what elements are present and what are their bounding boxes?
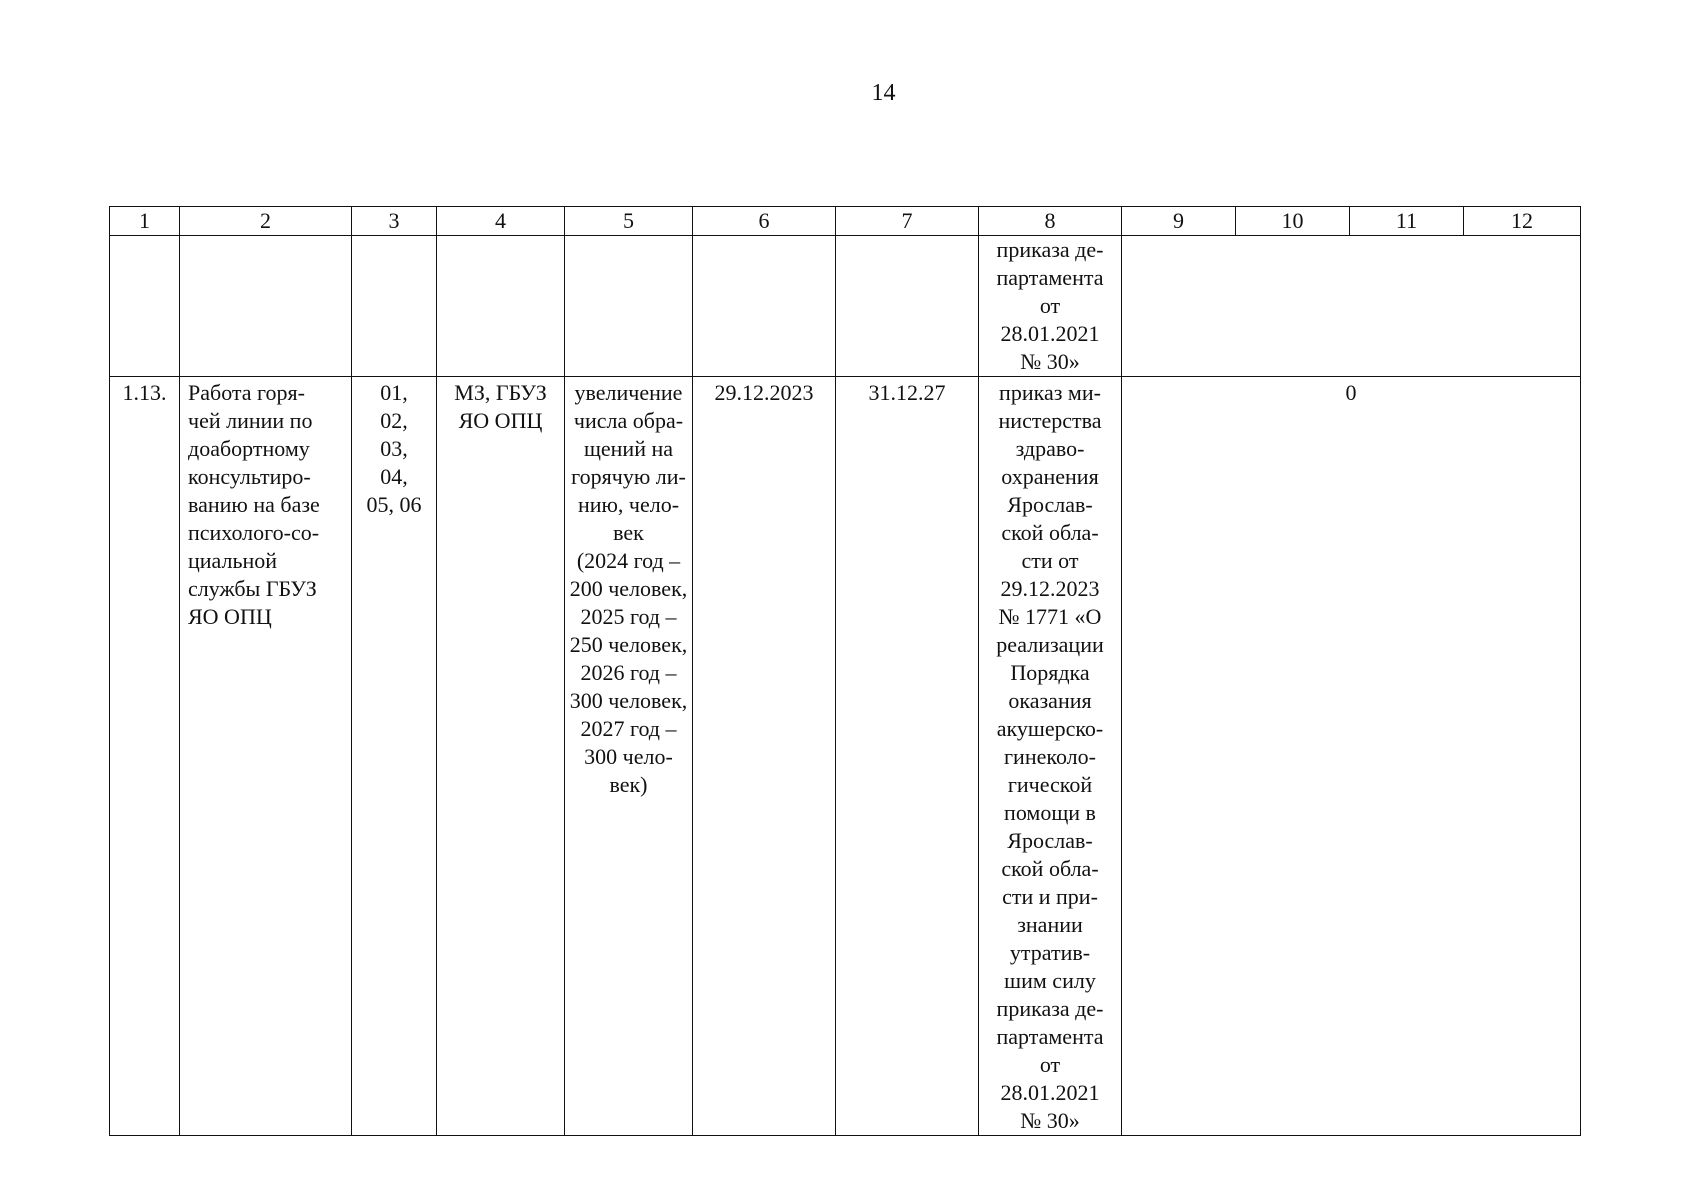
measure-indicator: увеличение числа обра- щений на горячую ли- нию, чело- век (2024 год – 200 человек, 2025 год – 250 человек, 2026 год – 300 человек, 2027 год – 300 чело- век)	[565, 377, 693, 1136]
column-number: 2	[180, 207, 352, 236]
column-number: 5	[565, 207, 693, 236]
column-number: 9	[1122, 207, 1236, 236]
column-number: 1	[110, 207, 180, 236]
measure-number: 1.13.	[110, 377, 180, 1136]
column-number: 10	[1236, 207, 1350, 236]
measure-document: приказ ми- нистерства здраво- охранения Ярослав- ской обла- сти от 29.12.2023 № 1771 «О реализации Порядка оказания акушерско- гинеколо- гической помощи в Ярослав- ской обла- сти и при- знании утратив- шим силу приказа де- партамента от 28.01.2021 № 30»	[979, 377, 1122, 1136]
document-continuation: приказа де- партамента от 28.01.2021 № 30»	[979, 236, 1122, 377]
column-number: 8	[979, 207, 1122, 236]
empty-cell	[565, 236, 693, 377]
table-row	[110, 377, 1581, 1136]
column-number: 3	[352, 207, 437, 236]
start-date: 29.12.2023	[693, 377, 836, 1136]
empty-cell	[110, 236, 180, 377]
column-number: 12	[1464, 207, 1581, 236]
measure-codes: 01, 02, 03, 04, 05, 06	[352, 377, 437, 1136]
measures-table	[109, 206, 1581, 1136]
column-number: 7	[836, 207, 979, 236]
empty-cell	[693, 236, 836, 377]
continuation-row	[110, 236, 1581, 377]
empty-funding-cell	[1122, 236, 1581, 377]
column-number: 11	[1350, 207, 1464, 236]
funding-value: 0	[1122, 377, 1581, 1136]
empty-cell	[180, 236, 352, 377]
empty-cell	[437, 236, 565, 377]
column-number: 4	[437, 207, 565, 236]
empty-cell	[352, 236, 437, 377]
measure-name: Работа горя- чей линии по доабортному консультиро- ванию на базе психолого-со- циальной службы ГБУЗ ЯО ОПЦ	[180, 377, 352, 1136]
end-date: 31.12.27	[836, 377, 979, 1136]
empty-cell	[836, 236, 979, 377]
page-number: 14	[871, 80, 896, 106]
measure-executor: МЗ, ГБУЗ ЯО ОПЦ	[437, 377, 565, 1136]
column-number-row	[110, 207, 1581, 236]
column-number: 6	[693, 207, 836, 236]
